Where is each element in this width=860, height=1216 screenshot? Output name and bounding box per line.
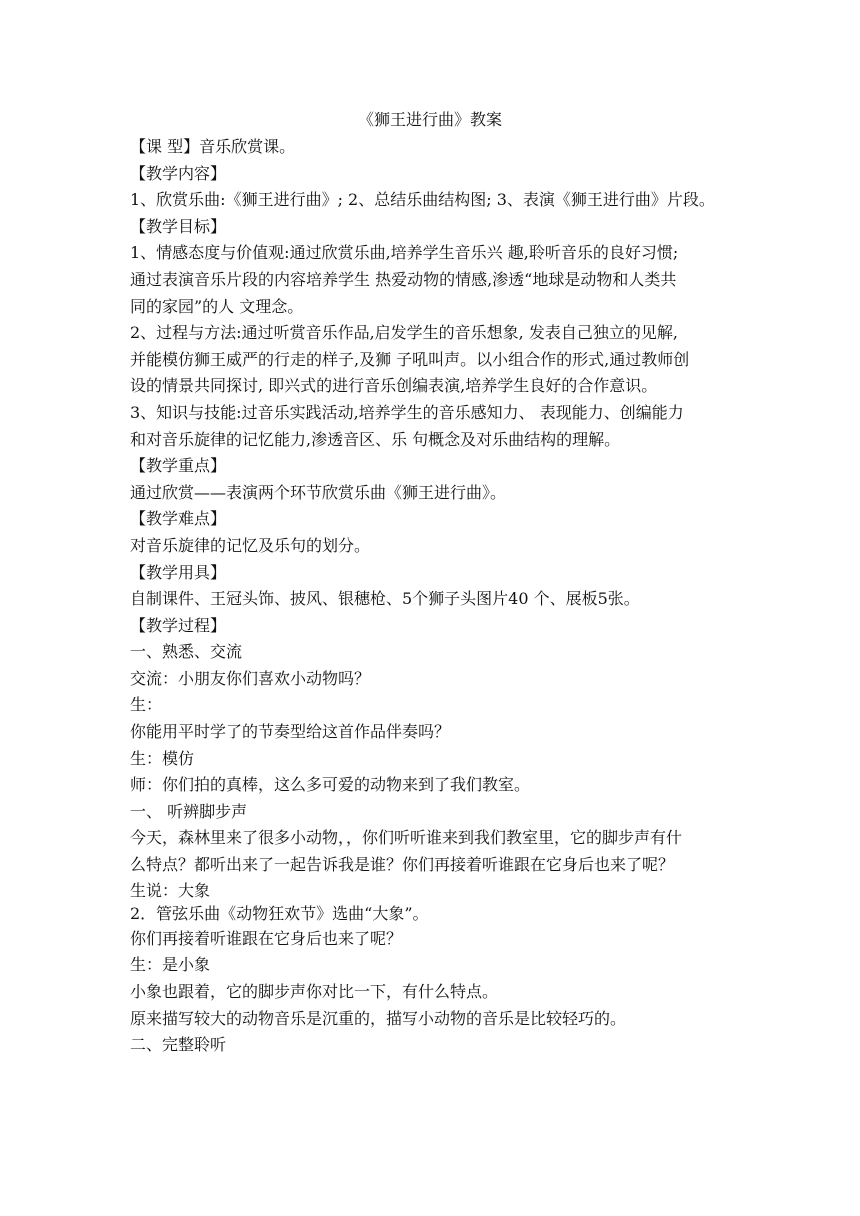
- section-heading-difficulty: 【教学难点】: [130, 509, 227, 529]
- text-line-materials: 自制课件、王冠头饰、披风、银穗枪、5个狮子头图片40 个、展板5张。: [130, 589, 640, 609]
- document-body: [130, 134, 740, 1059]
- text-line-process-16: 二、完整聆听: [130, 1035, 227, 1055]
- text-line-objective-2b: 并能模仿狮王威严的行走的样子,及狮 子吼叫声。以小组合作的形式,通过教师创: [130, 349, 690, 369]
- text-line-objective-3b: 和对音乐旋律的记忆能力,渗透音区、乐 句概念及对乐曲结构的理解。: [130, 429, 621, 449]
- section-heading-materials: 【教学用具】: [130, 562, 227, 582]
- text-line-objective-2c: 设的情景共同探讨, 即兴式的进行音乐创编表演,培养学生良好的合作意识。: [130, 376, 658, 396]
- section-heading-content: 【教学内容】: [130, 163, 227, 183]
- text-line-objective-3a: 3、知识与技能:过音乐实践活动,培养学生的音乐感知力、 表现能力、创编能力: [130, 402, 684, 422]
- text-line-process-13: 生：是小象: [130, 955, 211, 975]
- text-line-objective-2a: 2、过程与方法:通过听赏音乐作品,启发学生的音乐想象, 发表自己独立的见解,: [130, 323, 678, 343]
- document-title: 《狮王进行曲》教案: [357, 110, 502, 129]
- text-line-process-8: 今天，森林里来了很多小动物，，你们听听谁来到我们教室里，它的脚步声有什: [130, 828, 683, 848]
- text-line-process-3: 生：: [130, 695, 163, 715]
- text-line-content: 1、欣赏乐曲:《狮王进行曲》; 2、总结乐曲结构图; 3、表演《狮王进行曲》片段。: [130, 190, 715, 210]
- text-line-process-7: 一、 听辨脚步声: [130, 801, 248, 821]
- text-line-process-9: 么特点？都听出来了一起告诉我是谁？你们再接着听谁跟在它身后也来了呢？: [130, 855, 675, 875]
- text-line-process-14: 小象也跟着，它的脚步声你对比一下，有什么特点。: [130, 982, 499, 1001]
- text-line-objective-1c: 同的家园”的人 文理念。: [130, 296, 304, 316]
- section-heading-key-point: 【教学重点】: [130, 456, 227, 476]
- text-line-process-1: 一、熟悉、交流: [130, 642, 243, 662]
- section-heading-process: 【教学过程】: [130, 615, 227, 635]
- text-line-process-6: 师：你们拍的真棒，这么多可爱的动物来到了我们教室。: [130, 775, 531, 795]
- text-line-process-12: 你们再接着听谁跟在它身后也来了呢？: [130, 928, 403, 948]
- text-line-process-5: 生：模仿: [130, 748, 195, 768]
- text-line-objective-1b: 通过表演音乐片段的内容培养学生 热爱动物的情感,渗透“地球是动物和人类共: [130, 269, 677, 289]
- text-line-process-10: 生说：大象: [130, 880, 211, 900]
- text-line-process-11: 2．管弦乐曲《动物狂欢节》选曲“大象”。: [130, 904, 429, 924]
- text-line-process-15: 原来描写较大的动物音乐是沉重的，描写小动物的音乐是比较轻巧的。: [130, 1008, 627, 1028]
- text-line-key-point: 通过欣赏——表演两个环节欣赏乐曲《狮王进行曲》。: [130, 482, 507, 502]
- text-line-difficulty: 对音乐旋律的记忆及乐句的划分。: [130, 535, 371, 555]
- text-line-process-4: 你能用平时学了的节奏型给这首作品伴奏吗？: [130, 722, 451, 742]
- section-heading-objectives: 【教学目标】: [130, 216, 227, 236]
- text-line-objective-1a: 1、情感态度与价值观:通过欣赏乐曲,培养学生音乐兴 趣,聆听音乐的良好习惯;: [130, 243, 679, 263]
- text-line-course-type: 【课 型】音乐欣赏课。: [130, 137, 296, 156]
- text-line-process-2: 交流：小朋友你们喜欢小动物吗？: [130, 668, 371, 688]
